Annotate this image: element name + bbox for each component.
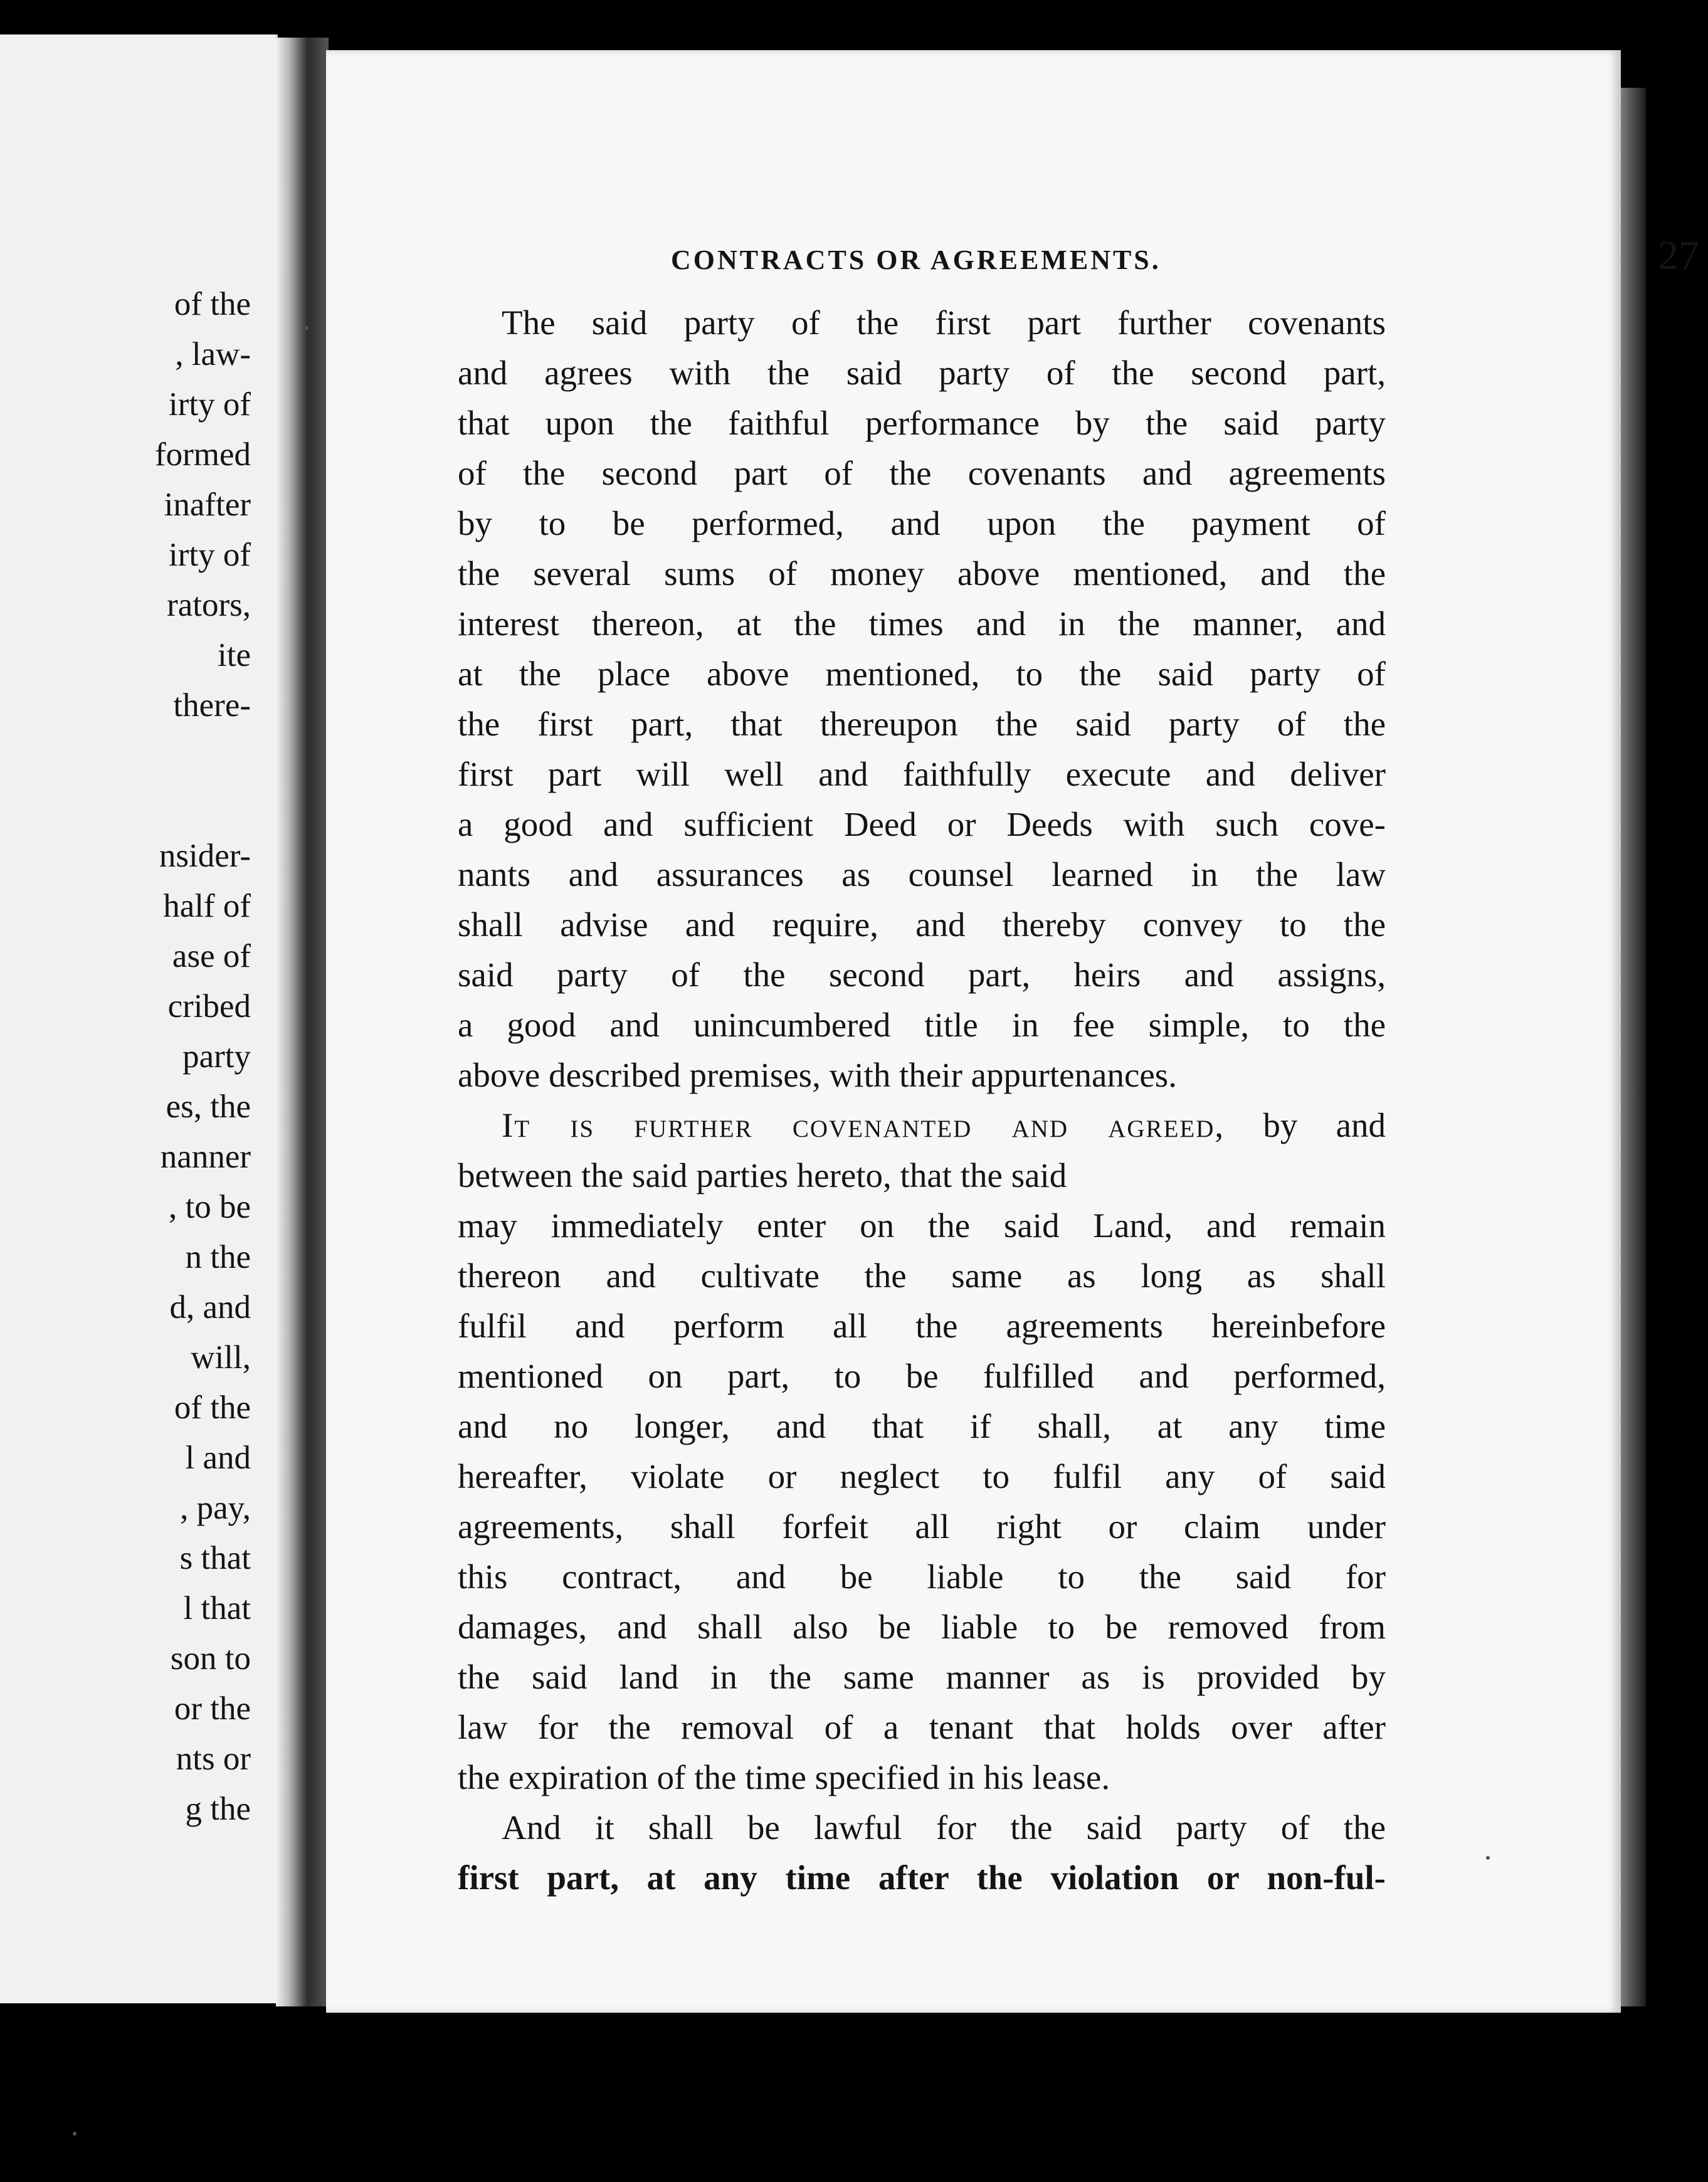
text-line: first part, at any time after the violation or non-ful-	[458, 1858, 1386, 1897]
facing-line: son to	[170, 1640, 251, 1677]
running-title: CONTRACTS OR AGREEMENTS.	[671, 245, 1161, 275]
facing-line: or the	[174, 1690, 251, 1727]
text-line: this contract, and be liable to the said for	[458, 1557, 1386, 1596]
text-line: above described premises, with their appurtenances.	[458, 1056, 1177, 1094]
facing-line: l and	[185, 1440, 251, 1476]
facing-line: , to be	[169, 1189, 251, 1225]
text-line: between the said parties hereto, that the said	[458, 1156, 1067, 1194]
scan-speck	[73, 2132, 76, 2136]
scan-speck	[1486, 1856, 1490, 1860]
facing-line: n the	[185, 1239, 251, 1275]
text-line: first part will well and faithfully execute and deliver	[458, 755, 1386, 793]
facing-line: there-	[173, 687, 251, 724]
text-line: the several sums of money above mentioned, and the	[458, 554, 1386, 593]
facing-line: half of	[163, 888, 251, 924]
facing-line: inafter	[164, 487, 251, 523]
facing-line: party	[182, 1038, 251, 1075]
text-line: damages, and shall also be liable to be removed from	[458, 1608, 1386, 1646]
text-line: mentioned on part, to be fulfilled and performed,	[458, 1357, 1386, 1395]
text-line: of the second part of the covenants and agreements	[458, 454, 1386, 492]
facing-line: formed	[154, 436, 251, 473]
text-line: and agrees with the said party of the second part,	[458, 354, 1386, 392]
facing-line: will,	[191, 1339, 251, 1376]
body-text	[458, 298, 1386, 1903]
text-line: the first part, that thereupon the said party of the	[458, 705, 1386, 743]
facing-page-text	[0, 279, 251, 1834]
facing-line: , law-	[175, 336, 251, 372]
text-line: fulfil and perform all the agreements hereinbefore	[458, 1307, 1386, 1345]
facing-line: of the	[174, 1389, 251, 1426]
facing-line: s that	[179, 1540, 251, 1576]
facing-line: rators,	[167, 587, 251, 623]
text-line: the said land in the same manner as is provided by	[458, 1658, 1386, 1696]
text-line: said party of the second part, heirs and assigns,	[458, 956, 1386, 994]
text-line: And it shall be lawful for the said party of the	[502, 1808, 1386, 1847]
text-line: a good and sufficient Deed or Deeds with such cove-	[458, 805, 1386, 843]
facing-line: irty of	[169, 537, 251, 573]
text-run: by and	[1225, 1106, 1386, 1144]
running-head	[671, 232, 1699, 280]
text-line: thereon and cultivate the same as long as shall	[458, 1257, 1386, 1295]
facing-line: d, and	[169, 1289, 251, 1326]
text-line: may immediately enter on the said Land, and remain	[458, 1206, 1386, 1245]
facing-line: ite	[218, 637, 251, 673]
text-line: the expiration of the time specified in his lease.	[458, 1758, 1110, 1796]
book-gutter	[276, 38, 329, 2006]
page-27	[326, 50, 1699, 2013]
facing-line: , pay,	[180, 1490, 251, 1526]
scan-speck	[305, 326, 308, 330]
text-line	[458, 1100, 1386, 1151]
facing-line: es, the	[166, 1088, 251, 1125]
page-edge-shadow	[1621, 88, 1646, 2006]
text-line: The said party of the first part further covenants	[502, 303, 1386, 342]
facing-page-left	[0, 34, 278, 2003]
text-line: at the place above mentioned, to the said party of	[458, 655, 1386, 693]
facing-line: nsider-	[159, 838, 251, 874]
facing-line: ase of	[172, 938, 251, 974]
text-line: that upon the faithful performance by the said party	[458, 404, 1386, 442]
facing-line: cribed	[167, 988, 251, 1025]
text-line: nants and assurances as counsel learned in the law	[458, 855, 1386, 893]
text-line: a good and unincumbered title in fee simple, to the	[458, 1006, 1386, 1044]
facing-line: g the	[185, 1791, 251, 1827]
facing-gap	[0, 730, 251, 831]
facing-line: of the	[174, 286, 251, 322]
facing-line: nanner	[160, 1139, 251, 1175]
text-line: shall advise and require, and thereby convey to the	[458, 905, 1386, 944]
facing-line: nts or	[176, 1741, 251, 1777]
facing-line: l that	[183, 1590, 251, 1626]
text-line: law for the removal of a tenant that holds over after	[458, 1708, 1386, 1746]
text-line: by to be performed, and upon the payment of	[458, 504, 1386, 542]
small-caps-lead-in: It is further covenanted and agreed,	[502, 1106, 1225, 1144]
text-line: agreements, shall forfeit all right or claim under	[458, 1507, 1386, 1546]
text-line: interest thereon, at the times and in the manner, and	[458, 604, 1386, 643]
text-line: and no longer, and that if shall, at any time	[458, 1407, 1386, 1445]
page-number: 27	[1658, 233, 1699, 278]
text-line: hereafter, violate or neglect to fulfil any of said	[458, 1457, 1386, 1495]
facing-line: irty of	[169, 386, 251, 423]
